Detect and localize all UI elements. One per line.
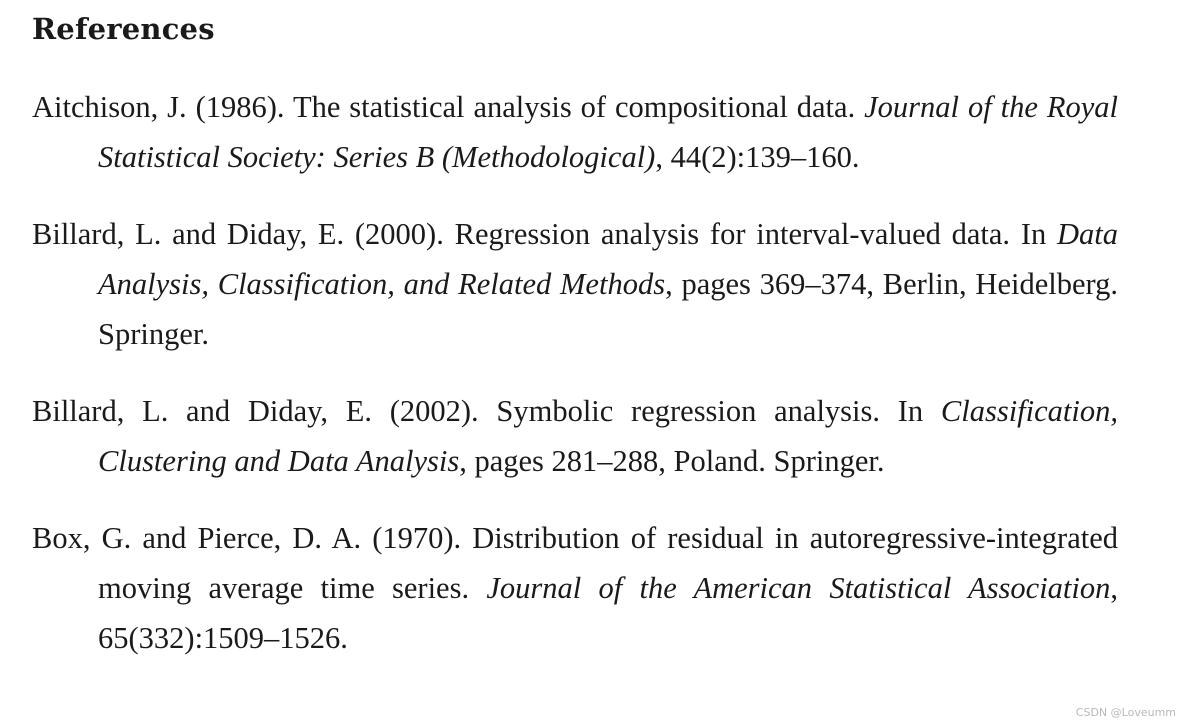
reference-tail: , pages 369–374, Berlin, Heidelberg. Springer. [98, 267, 1118, 351]
reference-lead: Box, G. and Pierce, D. A. (1970). Distribution of residual in autoregressive-integrated moving average time series. [32, 521, 1118, 605]
reference-aitchison-1986 [32, 82, 1118, 182]
reference-venue: Journal of the Royal Statistical Society: Series B (Methodological) [98, 90, 1118, 174]
watermark: CSDN @Loveumm [1075, 706, 1176, 719]
reference-lead: Billard, L. and Diday, E. (2000). Regression analysis for interval-valued data. In [32, 217, 1057, 251]
reference-venue: Data Analysis, Classification, and Related Methods [98, 217, 1118, 301]
reference-list [32, 82, 1118, 663]
reference-billard-diday-2002 [32, 386, 1118, 486]
reference-venue: Journal of the American Statistical Association [486, 571, 1111, 605]
reference-venue: Classification, Clustering and Data Analysis [98, 394, 1118, 478]
reference-box-pierce-1970 [32, 513, 1118, 663]
reference-tail: , 44(2):139–160. [655, 140, 860, 174]
reference-lead: Billard, L. and Diday, E. (2002). Symbolic regression analysis. In [32, 394, 941, 428]
reference-billard-diday-2000 [32, 209, 1118, 359]
references-heading: References [32, 12, 215, 46]
reference-lead: Aitchison, J. (1986). The statistical analysis of compositional data. [32, 90, 865, 124]
reference-tail: , 65(332):1509–1526. [98, 571, 1118, 655]
reference-tail: , pages 281–288, Poland. Springer. [459, 444, 885, 478]
